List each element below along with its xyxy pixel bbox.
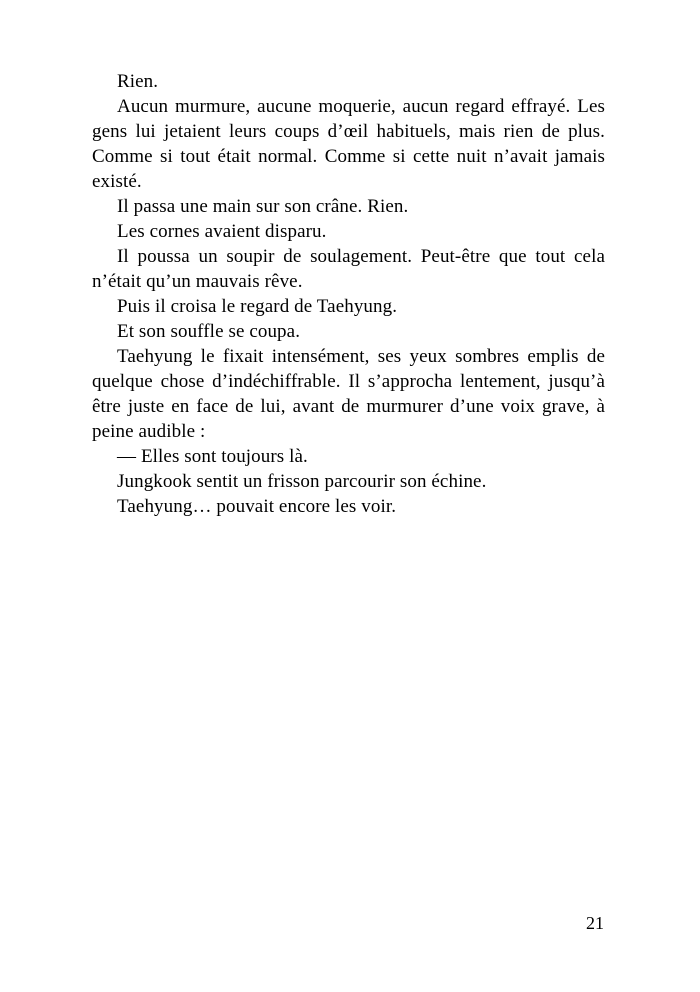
paragraph: — Elles sont toujours là. [117,446,308,467]
paragraph: Et son souffle se coupa. [117,321,301,342]
page-number: 21 [586,913,604,933]
paragraph: Taehyung le fixait intensément, ses yeux sombres emplis de quelque chose d’indéchiffrable. Il s’approcha lentement, jusqu’à être juste en face de lui, avant de murmurer d’une voix grave, à peine audible : [92,346,605,442]
paragraph: Puis il croisa le regard de Taehyung. [117,296,398,317]
body-text [92,69,605,519]
paragraph: Il poussa un soupir de soulagement. Peut-être que tout cela n’était qu’un mauvais rêve. [92,246,605,292]
paragraph: Aucun murmure, aucune moquerie, aucun regard effrayé. Les gens lui jetaient leurs coups d’œil habituels, mais rien de plus. Comme si tout était normal. Comme si cette nuit n’avait jamais existé. [92,96,605,192]
paragraph: Il passa une main sur son crâne. Rien. [117,196,409,217]
paragraph: Rien. [117,71,159,92]
paragraph: Jungkook sentit un frisson parcourir son échine. [117,471,487,492]
paragraph: Taehyung… pouvait encore les voir. [117,496,397,517]
paragraph: Les cornes avaient disparu. [117,221,327,242]
